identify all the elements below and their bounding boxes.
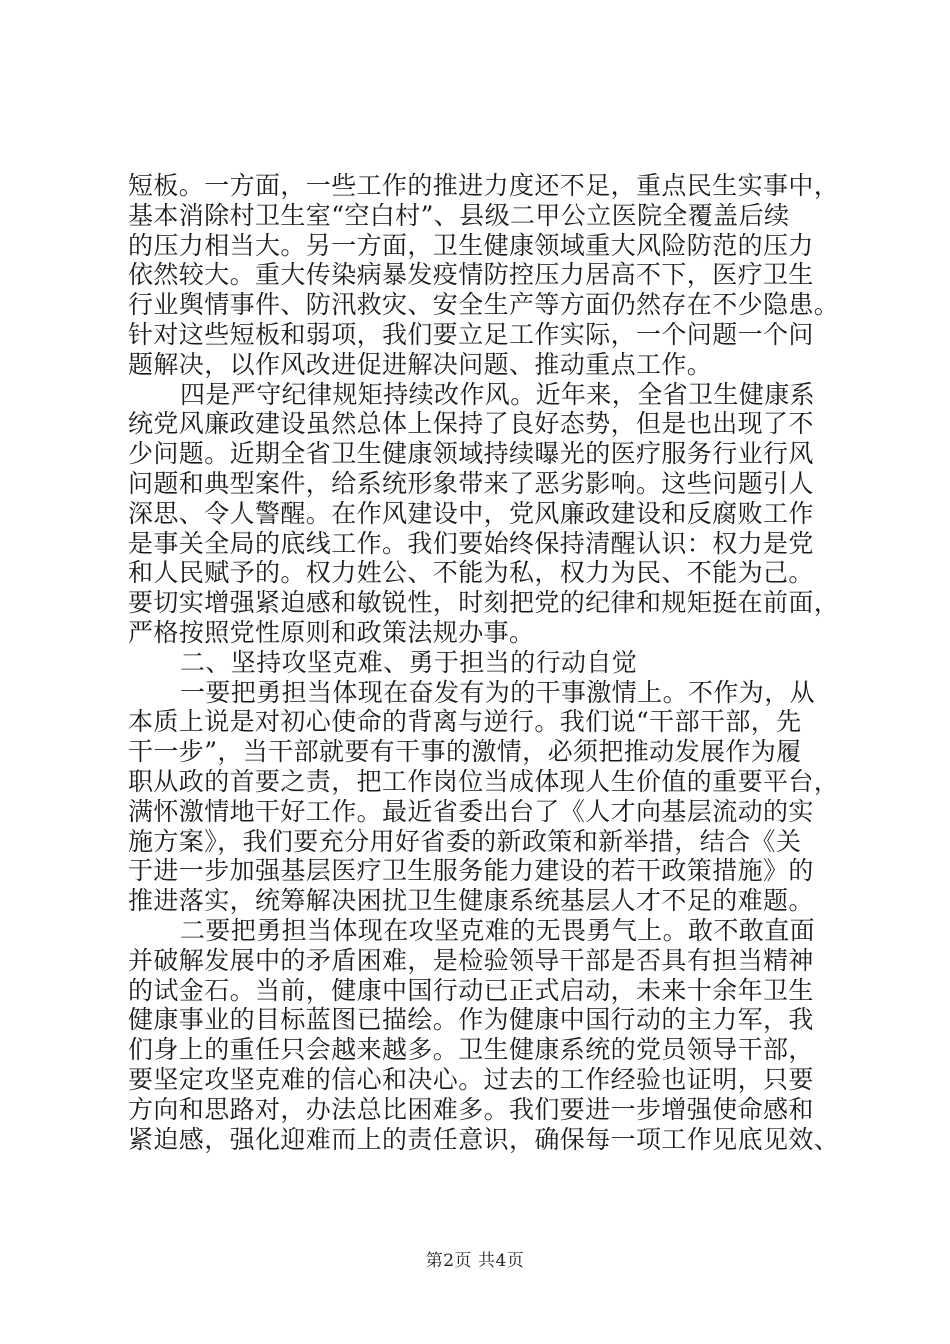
text-line: 职从政的首要之责，把工作岗位当成体现人生价值的重要平台， [128, 766, 840, 796]
text-line: 题解决，以作风改进促进解决问题、推动重点工作。 [128, 349, 713, 379]
text-line: 满怀激情地干好工作。最近省委出台了《人才向基层流动的实 [128, 796, 814, 826]
text-line: 要切实增强紧迫感和敏锐性，时刻把党的纪律和规矩挺在前面， [128, 588, 840, 618]
text-line: 是事关全局的底线工作。我们要始终保持清醒认识：权力是党 [128, 528, 814, 558]
text-line: 干一步”，当干部就要有干事的激情，必须把推动发展作为履 [128, 737, 802, 767]
text-line: 要坚定攻坚克难的信心和决心。过去的工作经验也证明，只要 [128, 1064, 814, 1094]
text-line: 们身上的重任只会越来越多。卫生健康系统的党员领导干部， [128, 1035, 814, 1065]
text-line: 问题和典型案件，给系统形象带来了恶劣影响。这些问题引人 [128, 468, 814, 498]
text-line: 统党风廉政建设虽然总体上保持了良好态势，但是也出现了不 [128, 409, 814, 439]
text-line: 深思、令人警醒。在作风建设中，党风廉政建设和反腐败工作 [128, 498, 814, 528]
text-line: 健康事业的目标蓝图已描绘。作为健康中国行动的主力军，我 [128, 1005, 814, 1035]
text-line: 并破解发展中的矛盾困难，是检验领导干部是否具有担当精神 [128, 945, 814, 975]
text-line: 的试金石。当前，健康中国行动已正式启动，未来十余年卫生 [128, 975, 814, 1005]
paragraph-first-line: 二要把勇担当体现在攻坚克难的无畏勇气上。敢不敢直面 [180, 915, 816, 945]
text-line: 少问题。近期全省卫生健康领域持续曝光的医疗服务行业行风 [128, 439, 814, 469]
text-line: 基本消除村卫生室“空白村”、县级二甲公立医院全覆盖后续 [128, 200, 790, 230]
paragraph-first-line: 四是严守纪律规矩持续改作风。近年来，全省卫生健康系 [180, 379, 816, 409]
text-line: 严格按照党性原则和政策法规办事。 [128, 617, 535, 647]
paragraph-first-line: 一要把勇担当体现在奋发有为的干事激情上。不作为，从 [180, 677, 816, 707]
body-text [128, 171, 848, 1154]
text-line: 依然较大。重大传染病暴发疫情防控压力居高不下，医疗卫生 [128, 260, 814, 290]
text-line: 的压力相当大。另一方面，卫生健康领域重大风险防范的压力 [128, 230, 814, 260]
text-line: 于进一步加强基层医疗卫生服务能力建设的若干政策措施》的 [128, 856, 814, 886]
text-line: 行业舆情事件、防汛救灾、安全生产等方面仍然存在不少隐患。 [128, 290, 840, 320]
text-line: 施方案》，我们要充分用好省委的新政策和新举措，结合《关 [128, 826, 802, 856]
text-line: 针对这些短板和弱项，我们要立足工作实际，一个问题一个问 [128, 319, 814, 349]
paragraph-first-line: 二、坚持攻坚克难、勇于担当的行动自觉 [180, 647, 638, 677]
text-line: 紧迫感，强化迎难而上的责任意识，确保每一项工作见底见效、 [128, 1124, 840, 1154]
text-line: 短板。一方面，一些工作的推进力度还不足，重点民生实事中， [128, 171, 840, 200]
text-line: 方向和思路对，办法总比困难多。我们要进一步增强使命感和 [128, 1094, 814, 1124]
text-line: 本质上说是对初心使命的背离与逆行。我们说“干部干部，先 [128, 707, 802, 737]
page-footer: 第2页 共4页 [425, 1251, 525, 1271]
text-line: 推进落实，统筹解决困扰卫生健康系统基层人才不足的难题。 [128, 886, 814, 916]
text-line: 和人民赋予的。权力姓公、不能为私，权力为民、不能为己。 [128, 558, 814, 588]
